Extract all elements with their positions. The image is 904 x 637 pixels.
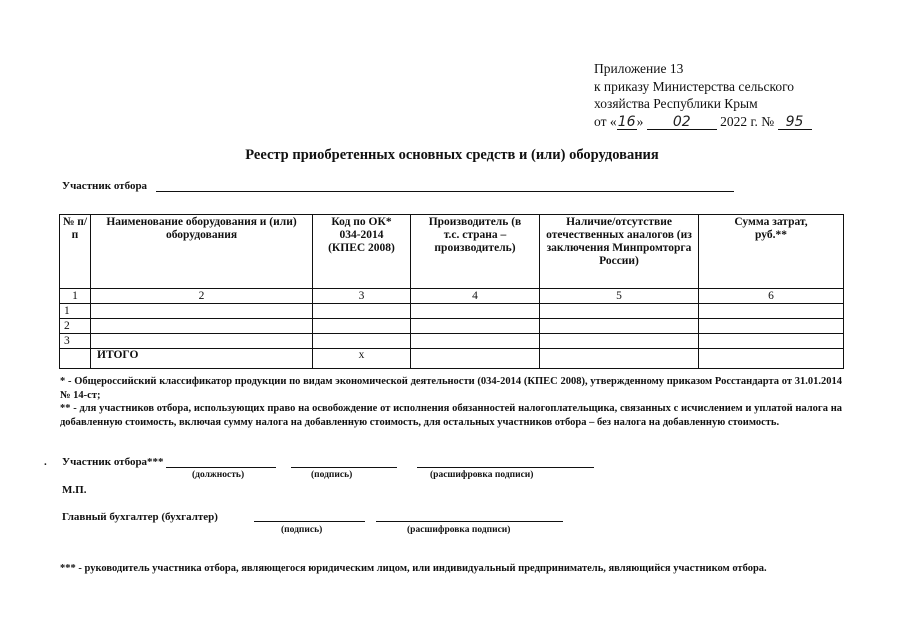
position-caption: (должность) (192, 470, 245, 480)
table-cell (540, 334, 699, 349)
total-code-mark: х (313, 349, 411, 369)
footnote-classifier: * - Общероссийский классификатор продукции по видам экономической деятельности (034-2014 (КПЕС 2008), утвержденному приказом Росстандарта от 31.01.2014 № 14-ст; (60, 376, 842, 401)
table-cell (540, 349, 699, 369)
decode-line (417, 467, 594, 468)
table-cell (699, 349, 844, 369)
position-line (166, 467, 276, 468)
appendix-date-line (594, 113, 894, 131)
accountant-decode-line (376, 521, 563, 522)
table-cell (313, 319, 411, 334)
signature-caption: (подпись) (311, 470, 353, 480)
date-mid: » (636, 113, 644, 129)
col-number-2: 2 (91, 289, 313, 304)
table-row (60, 304, 844, 319)
table-cell (699, 304, 844, 319)
row-index: 2 (60, 319, 91, 334)
decode-caption: (расшифровка подписи) (430, 470, 534, 480)
table-cell (699, 334, 844, 349)
table-row (60, 334, 844, 349)
footnote-head: *** - руководитель участника отбора, являющегося юридическим лицом, или индивидуальный предприниматель, являющийся участником отбора. (60, 563, 767, 574)
participant-label: Участник отбора (62, 180, 148, 192)
header-analogs: Наличие/отсутствие отечественных аналогов (из заключения Минпромторга России) (540, 215, 699, 289)
header-manufacturer: Производитель (в т.с. страна – производитель) (411, 215, 540, 289)
handwritten-month: 02 (647, 116, 717, 130)
col-number-1: 1 (60, 289, 91, 304)
table-row (60, 319, 844, 334)
table-cell (411, 334, 540, 349)
col-number-3: 3 (313, 289, 411, 304)
table-cell (411, 319, 540, 334)
handwritten-day: 16 (617, 113, 636, 130)
table-cell (540, 304, 699, 319)
accountant-signature-line (254, 521, 365, 522)
header-number: № п/п (60, 215, 91, 289)
accountant-decode-caption: (расшифровка подписи) (407, 525, 511, 535)
accountant-label: Главный бухгалтер (бухгалтер) (62, 511, 218, 523)
col-number-6: 6 (699, 289, 844, 304)
table-cell (313, 304, 411, 319)
header-code: Код по ОК* 034-2014 (КПЕС 2008) (313, 215, 411, 289)
row-index: 1 (60, 304, 91, 319)
signature-line (291, 467, 397, 468)
total-row (60, 349, 844, 369)
table-cell (91, 319, 313, 334)
appendix-block (594, 60, 894, 130)
document-title: Реестр приобретенных основных средств и (или) оборудования (245, 147, 659, 163)
table-cell (60, 349, 91, 369)
table-cell (411, 349, 540, 369)
date-year: 2022 г. № (720, 113, 775, 129)
footnote-vat: ** - для участников отбора, использующих право на освобождение от исполнения обязанностей налогоплательщика, связанных с исчислением и уплатой налога на добавленную стоимость, включая сумму налога на добавленную стоимость, для остальных участников отбора – без налога на добавленную стоимость. (60, 403, 842, 428)
col-number-4: 4 (411, 289, 540, 304)
table-cell (540, 319, 699, 334)
date-prefix: от « (594, 113, 617, 129)
appendix-line-3: хозяйства Республики Крым (594, 96, 758, 111)
total-label: ИТОГО (91, 349, 313, 369)
handwritten-number: 95 (778, 116, 812, 130)
appendix-line-1: Приложение 13 (594, 61, 684, 76)
column-number-row (60, 289, 844, 304)
registry-table (59, 214, 844, 369)
table-cell (313, 334, 411, 349)
table-cell (91, 334, 313, 349)
header-cost: Сумма затрат, руб.** (699, 215, 844, 289)
header-equipment-name: Наименование оборудования и (или) оборудования (91, 215, 313, 289)
bullet-dot: . (44, 456, 47, 468)
table-cell (91, 304, 313, 319)
col-number-5: 5 (540, 289, 699, 304)
accountant-signature-caption: (подпись) (281, 525, 323, 535)
participant-fill-line (156, 191, 734, 192)
signature-participant-label: Участник отбора*** (62, 456, 164, 468)
table-cell (699, 319, 844, 334)
table-header-row (60, 215, 844, 289)
appendix-line-2: к приказу Министерства сельского (594, 78, 795, 94)
row-index: 3 (60, 334, 91, 349)
stamp-label: М.П. (62, 484, 87, 496)
table-cell (411, 304, 540, 319)
